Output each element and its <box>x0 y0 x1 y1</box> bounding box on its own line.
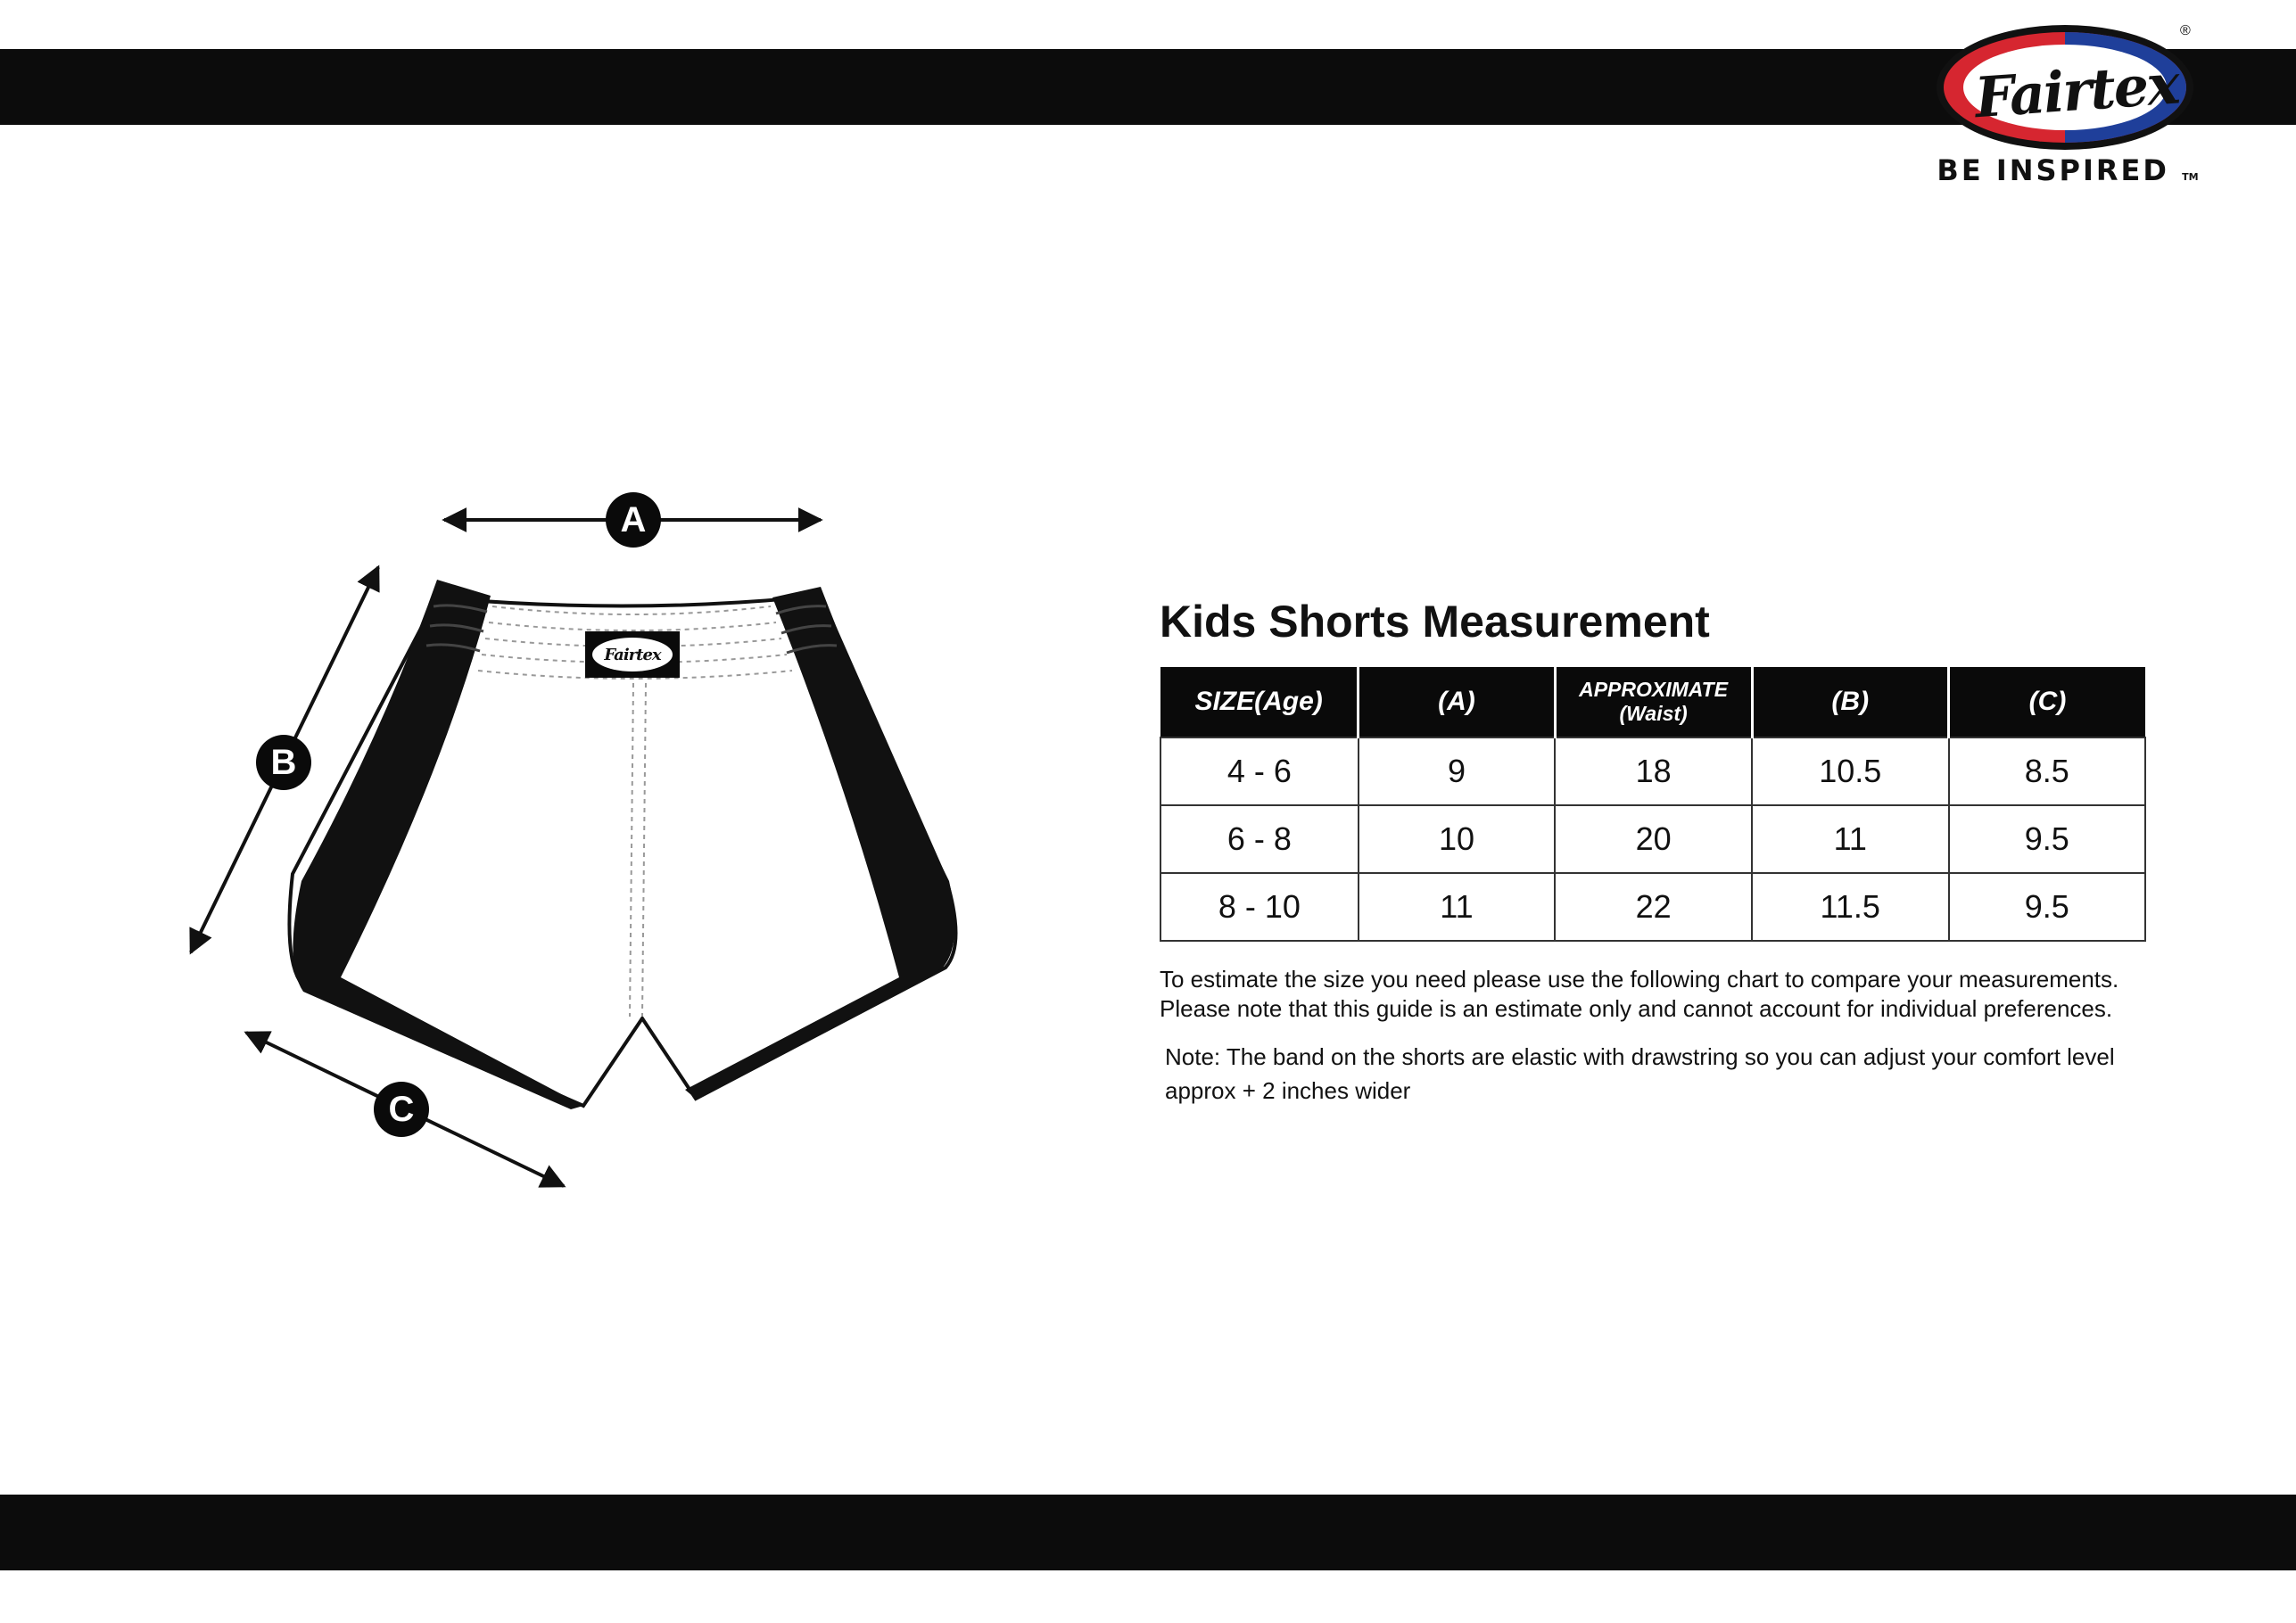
header-size: SIZE(Age) <box>1160 667 1359 737</box>
size-table <box>1160 667 2146 942</box>
header-waist <box>1555 667 1752 737</box>
dimension-label-b: B <box>256 735 311 790</box>
estimate-note-line1: To estimate the size you need please use the following chart to compare your measurements. <box>1160 966 2119 993</box>
shorts-diagram <box>169 482 1008 1213</box>
dimension-label-c: C <box>374 1082 429 1137</box>
cell-c: 9.5 <box>1949 805 2145 873</box>
tagline-text: BE INSPIRED <box>1937 153 2169 187</box>
brand-tagline <box>1934 153 2201 187</box>
cell-waist: 20 <box>1555 805 1752 873</box>
cell-c: 8.5 <box>1949 737 2145 805</box>
band-note <box>1165 1040 2182 1108</box>
table-row <box>1160 873 2145 941</box>
cell-b: 10.5 <box>1752 737 1949 805</box>
cell-size: 8 - 10 <box>1160 873 1359 941</box>
waistband-logo-badge <box>585 631 680 678</box>
band-note-line1: Note: The band on the shorts are elastic with drawstring so you can adjust your comfort level <box>1165 1043 2115 1070</box>
dimension-label-a: A <box>606 492 661 548</box>
table-row <box>1160 737 2145 805</box>
cell-a: 9 <box>1359 737 1555 805</box>
table-header-row <box>1160 667 2145 737</box>
cell-a: 10 <box>1359 805 1555 873</box>
shorts-illustration-icon <box>169 482 1008 1213</box>
cell-a: 11 <box>1359 873 1555 941</box>
cell-b: 11 <box>1752 805 1949 873</box>
table-row <box>1160 805 2145 873</box>
page-title: Kids Shorts Measurement <box>1160 597 1710 647</box>
header-waist-line1: APPROXIMATE <box>1579 678 1729 701</box>
estimate-note <box>1160 965 2176 1024</box>
cell-c: 9.5 <box>1949 873 2145 941</box>
header-c: (C) <box>1949 667 2145 737</box>
header-a: (A) <box>1359 667 1555 737</box>
header-waist-line2: (Waist) <box>1619 702 1688 725</box>
cell-size: 4 - 6 <box>1160 737 1359 805</box>
logo-wordmark: Fairtex <box>1972 51 2181 131</box>
bottom-band <box>0 1495 2296 1570</box>
registered-mark: ® <box>2180 23 2191 38</box>
estimate-note-line2: Please note that this guide is an estimate only and cannot account for individual preferences. <box>1160 995 2113 1022</box>
band-note-line2: approx + 2 inches wider <box>1165 1077 1411 1104</box>
trademark: TM <box>2182 171 2199 183</box>
cell-b: 11.5 <box>1752 873 1949 941</box>
cell-waist: 22 <box>1555 873 1752 941</box>
cell-size: 6 - 8 <box>1160 805 1359 873</box>
cell-waist: 18 <box>1555 737 1752 805</box>
brand-logo <box>1927 18 2221 187</box>
header-b: (B) <box>1752 667 1949 737</box>
waistband-logo-text: Fairtex <box>592 638 673 671</box>
